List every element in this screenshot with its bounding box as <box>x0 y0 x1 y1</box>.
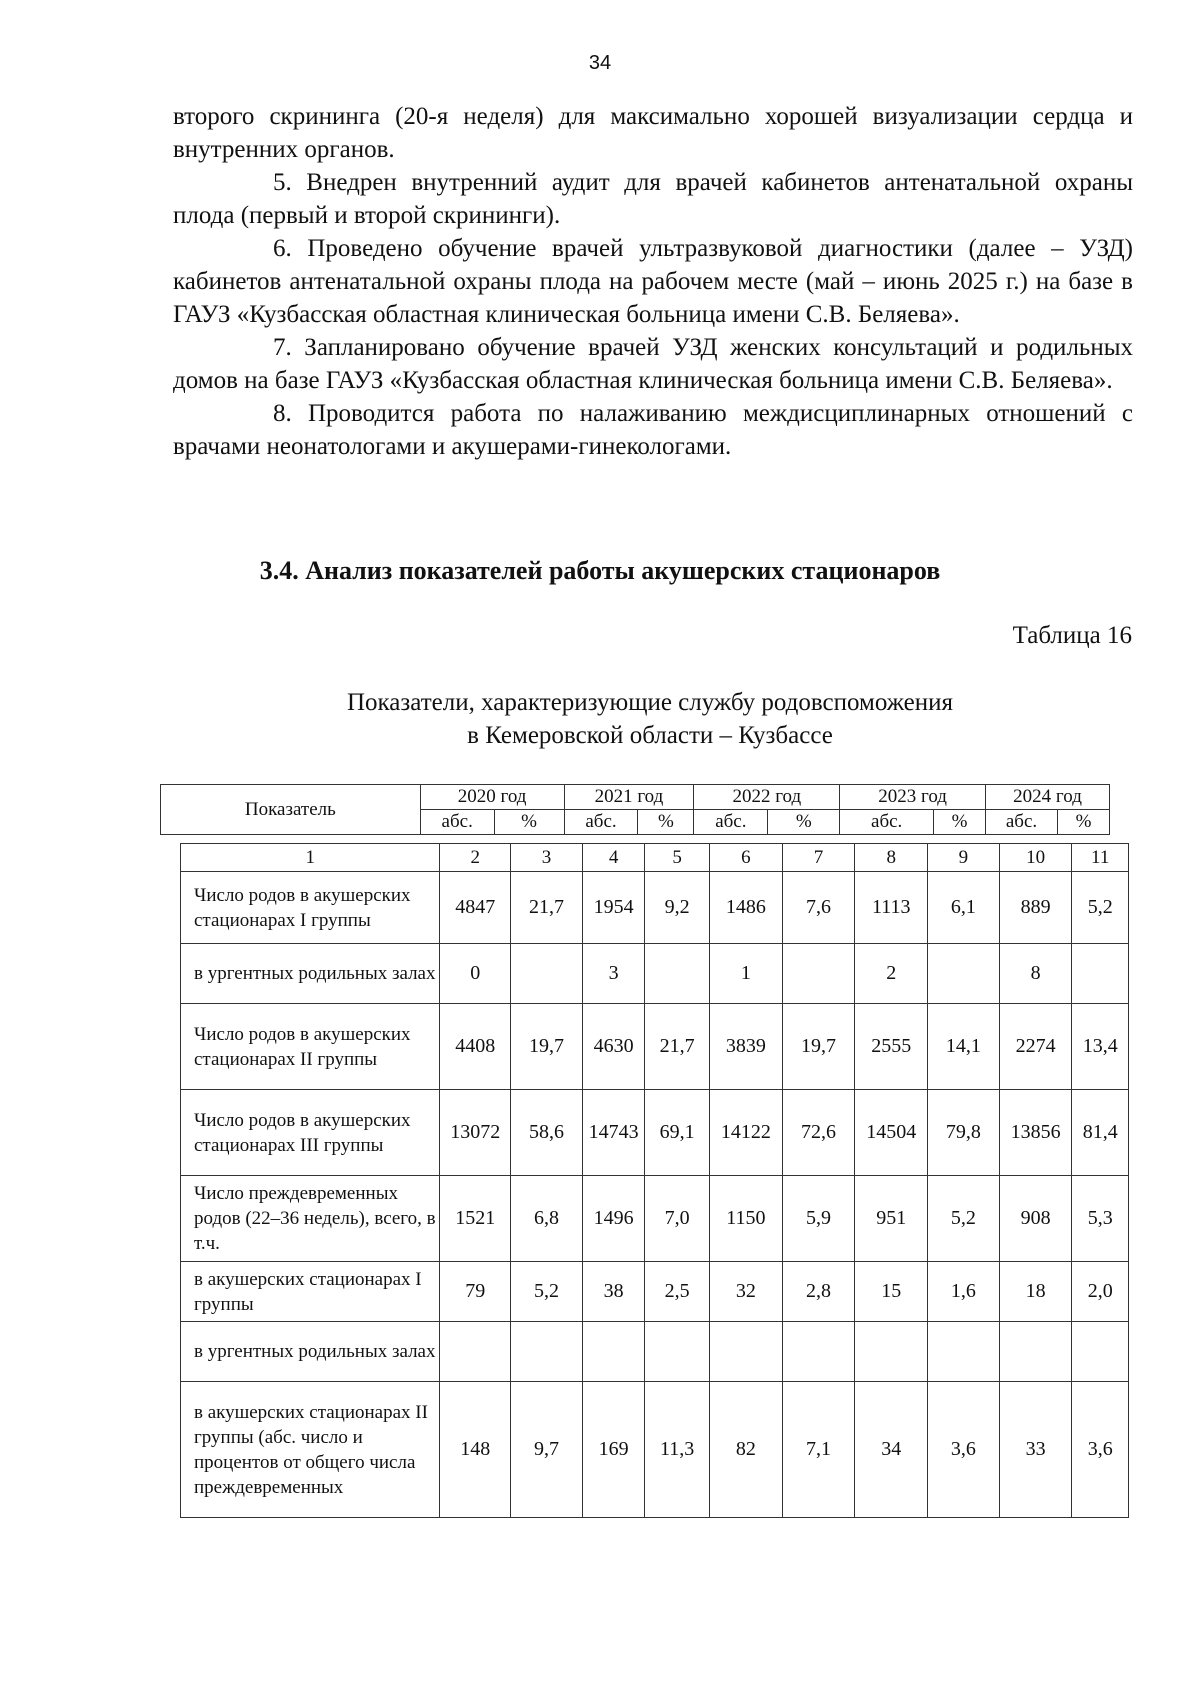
table-cell: 38 <box>582 1262 645 1322</box>
table-cell <box>511 1322 583 1382</box>
table-cell: 6,8 <box>511 1176 583 1262</box>
table-cell: 1,6 <box>928 1262 1000 1322</box>
table-cell: 2 <box>855 944 928 1004</box>
table-cell: 4408 <box>440 1004 511 1090</box>
column-number: 6 <box>709 844 782 872</box>
pct-header: % <box>768 810 840 835</box>
column-numbers-row <box>181 844 1129 872</box>
table-cell: 169 <box>582 1382 645 1518</box>
year-header-2020: 2020 год <box>420 785 564 810</box>
table-cell <box>511 944 583 1004</box>
table-cell: 13072 <box>440 1090 511 1176</box>
table-cell: 72,6 <box>782 1090 855 1176</box>
table-cell <box>928 944 1000 1004</box>
table-row <box>181 1262 1129 1322</box>
table-cell: 3,6 <box>1072 1382 1129 1518</box>
column-number: 4 <box>582 844 645 872</box>
table-cell <box>582 1322 645 1382</box>
table-cell: 5,9 <box>782 1176 855 1262</box>
table-cell: 951 <box>855 1176 928 1262</box>
column-number: 1 <box>181 844 440 872</box>
row-label: Число родов в акушерских стационарах III группы <box>181 1090 440 1176</box>
table-cell: 2,5 <box>645 1262 710 1322</box>
table-cell: 14743 <box>582 1090 645 1176</box>
table-caption-line-1: Показатели, характеризующие службу родовспоможения <box>346 689 954 716</box>
table-cell: 4847 <box>440 872 511 944</box>
row-label: Число преждевременных родов (22–36 недель), всего, в т.ч. <box>181 1176 440 1262</box>
table-row <box>181 872 1129 944</box>
table-cell: 13,4 <box>1072 1004 1129 1090</box>
paragraph-item-5: 5. Внедрен внутренний аудит для врачей кабинетов антенатальной охраны плода (первый и второй скрининги). <box>173 169 1133 229</box>
body-text <box>173 100 1133 463</box>
table-cell <box>709 1322 782 1382</box>
abs-header: абс. <box>420 810 494 835</box>
abs-header: абс. <box>694 810 768 835</box>
table-cell: 3839 <box>709 1004 782 1090</box>
abs-header: абс. <box>564 810 638 835</box>
table-cell: 7,1 <box>782 1382 855 1518</box>
table-cell: 5,3 <box>1072 1176 1129 1262</box>
table-cell <box>782 1322 855 1382</box>
table-cell: 908 <box>999 1176 1072 1262</box>
table-row <box>181 1004 1129 1090</box>
table-row <box>181 1322 1129 1382</box>
column-number: 3 <box>511 844 583 872</box>
pct-header: % <box>934 810 986 835</box>
table-cell: 21,7 <box>511 872 583 944</box>
table-cell: 58,6 <box>511 1090 583 1176</box>
paragraph-item-7: 7. Запланировано обучение врачей УЗД женских консультаций и родильных домов на базе ГАУЗ «Кузбасская областная клиническая больница имени С.В. Беляева». <box>173 334 1133 394</box>
page-number: 34 <box>588 52 612 74</box>
table-cell <box>1072 1322 1129 1382</box>
column-number: 9 <box>928 844 1000 872</box>
table-cell: 7,6 <box>782 872 855 944</box>
table-cell: 3 <box>582 944 645 1004</box>
year-header-2023: 2023 год <box>840 785 986 810</box>
table-cell: 14122 <box>709 1090 782 1176</box>
table-cell: 8 <box>999 944 1072 1004</box>
table-row <box>181 1382 1129 1518</box>
column-number: 5 <box>645 844 710 872</box>
indicator-header: Показатель <box>161 785 421 835</box>
table-cell: 3,6 <box>928 1382 1000 1518</box>
table-cell: 1113 <box>855 872 928 944</box>
table-caption <box>0 686 1200 752</box>
year-header-2021: 2021 год <box>564 785 694 810</box>
table-cell: 33 <box>999 1382 1072 1518</box>
table-cell: 81,4 <box>1072 1090 1129 1176</box>
table-row <box>181 1090 1129 1176</box>
table-cell: 69,1 <box>645 1090 710 1176</box>
table-cell: 32 <box>709 1262 782 1322</box>
table-cell <box>855 1322 928 1382</box>
table-cell: 9,2 <box>645 872 710 944</box>
table-cell: 889 <box>999 872 1072 944</box>
table-cell: 2555 <box>855 1004 928 1090</box>
table-cell: 79 <box>440 1262 511 1322</box>
table-cell: 19,7 <box>511 1004 583 1090</box>
row-label: Число родов в акушерских стационарах II группы <box>181 1004 440 1090</box>
table-cell: 21,7 <box>645 1004 710 1090</box>
table-cell <box>440 1322 511 1382</box>
row-label: Число родов в акушерских стационарах I группы <box>181 872 440 944</box>
table-cell: 82 <box>709 1382 782 1518</box>
table-cell: 2274 <box>999 1004 1072 1090</box>
paragraph-continuation: второго скрининга (20-я неделя) для максимально хорошей визуализации сердца и внутренних органов. <box>173 103 1133 163</box>
table-cell: 14504 <box>855 1090 928 1176</box>
table-cell <box>928 1322 1000 1382</box>
table-cell: 9,7 <box>511 1382 583 1518</box>
row-label: в ургентных родильных залах <box>181 1322 440 1382</box>
column-number: 7 <box>782 844 855 872</box>
abs-header: абс. <box>986 810 1058 835</box>
year-header-2024: 2024 год <box>986 785 1110 810</box>
table-cell <box>782 944 855 1004</box>
table-cell: 148 <box>440 1382 511 1518</box>
section-heading: 3.4. Анализ показателей работы акушерских стационаров <box>259 556 941 585</box>
table-cell: 79,8 <box>928 1090 1000 1176</box>
abs-header: абс. <box>840 810 934 835</box>
table-cell: 5,2 <box>928 1176 1000 1262</box>
table-cell: 2,8 <box>782 1262 855 1322</box>
column-number: 8 <box>855 844 928 872</box>
table-cell: 11,3 <box>645 1382 710 1518</box>
table-cell: 13856 <box>999 1090 1072 1176</box>
table-cell: 7,0 <box>645 1176 710 1262</box>
table-cell: 0 <box>440 944 511 1004</box>
column-number: 11 <box>1072 844 1129 872</box>
table-cell: 2,0 <box>1072 1262 1129 1322</box>
table-cell: 5,2 <box>1072 872 1129 944</box>
table-cell: 1486 <box>709 872 782 944</box>
table-cell: 18 <box>999 1262 1072 1322</box>
table-cell: 5,2 <box>511 1262 583 1322</box>
table-caption-line-2: в Кемеровской области – Кузбассе <box>467 722 833 749</box>
pct-header: % <box>494 810 564 835</box>
table-cell: 1150 <box>709 1176 782 1262</box>
column-number: 2 <box>440 844 511 872</box>
pct-header: % <box>1057 810 1109 835</box>
table-cell <box>645 1322 710 1382</box>
table-cell: 4630 <box>582 1004 645 1090</box>
pct-header: % <box>638 810 694 835</box>
table-cell: 1521 <box>440 1176 511 1262</box>
table-cell: 1 <box>709 944 782 1004</box>
table-cell: 34 <box>855 1382 928 1518</box>
table-row <box>181 1176 1129 1262</box>
table-label: Таблица 16 <box>1012 622 1132 649</box>
table-cell: 19,7 <box>782 1004 855 1090</box>
table-cell: 1496 <box>582 1176 645 1262</box>
table-cell <box>1072 944 1129 1004</box>
table-cell: 14,1 <box>928 1004 1000 1090</box>
column-number: 10 <box>999 844 1072 872</box>
table-cell: 1954 <box>582 872 645 944</box>
data-table <box>180 843 1129 1518</box>
year-header-2022: 2022 год <box>694 785 840 810</box>
row-label: в ургентных родильных залах <box>181 944 440 1004</box>
table-row <box>181 944 1129 1004</box>
table-cell <box>645 944 710 1004</box>
table-cell: 6,1 <box>928 872 1000 944</box>
row-label: в акушерских стационарах I группы <box>181 1262 440 1322</box>
table-cell: 15 <box>855 1262 928 1322</box>
table-cell <box>999 1322 1072 1382</box>
paragraph-item-8: 8. Проводится работа по налаживанию междисциплинарных отношений с врачами неонатологами и акушерами-гинекологами. <box>173 400 1133 460</box>
paragraph-item-6: 6. Проведено обучение врачей ультразвуковой диагностики (далее – УЗД) кабинетов антенатальной охраны плода на рабочем месте (май – июнь 2025 г.) на базе в ГАУЗ «Кузбасская областная клиническая больница имени С.В. Беляева». <box>173 235 1133 328</box>
row-label: в акушерских стационарах II группы (абс. число и процентов от общего числа преждевременных <box>181 1382 440 1518</box>
table-header <box>160 784 1110 835</box>
